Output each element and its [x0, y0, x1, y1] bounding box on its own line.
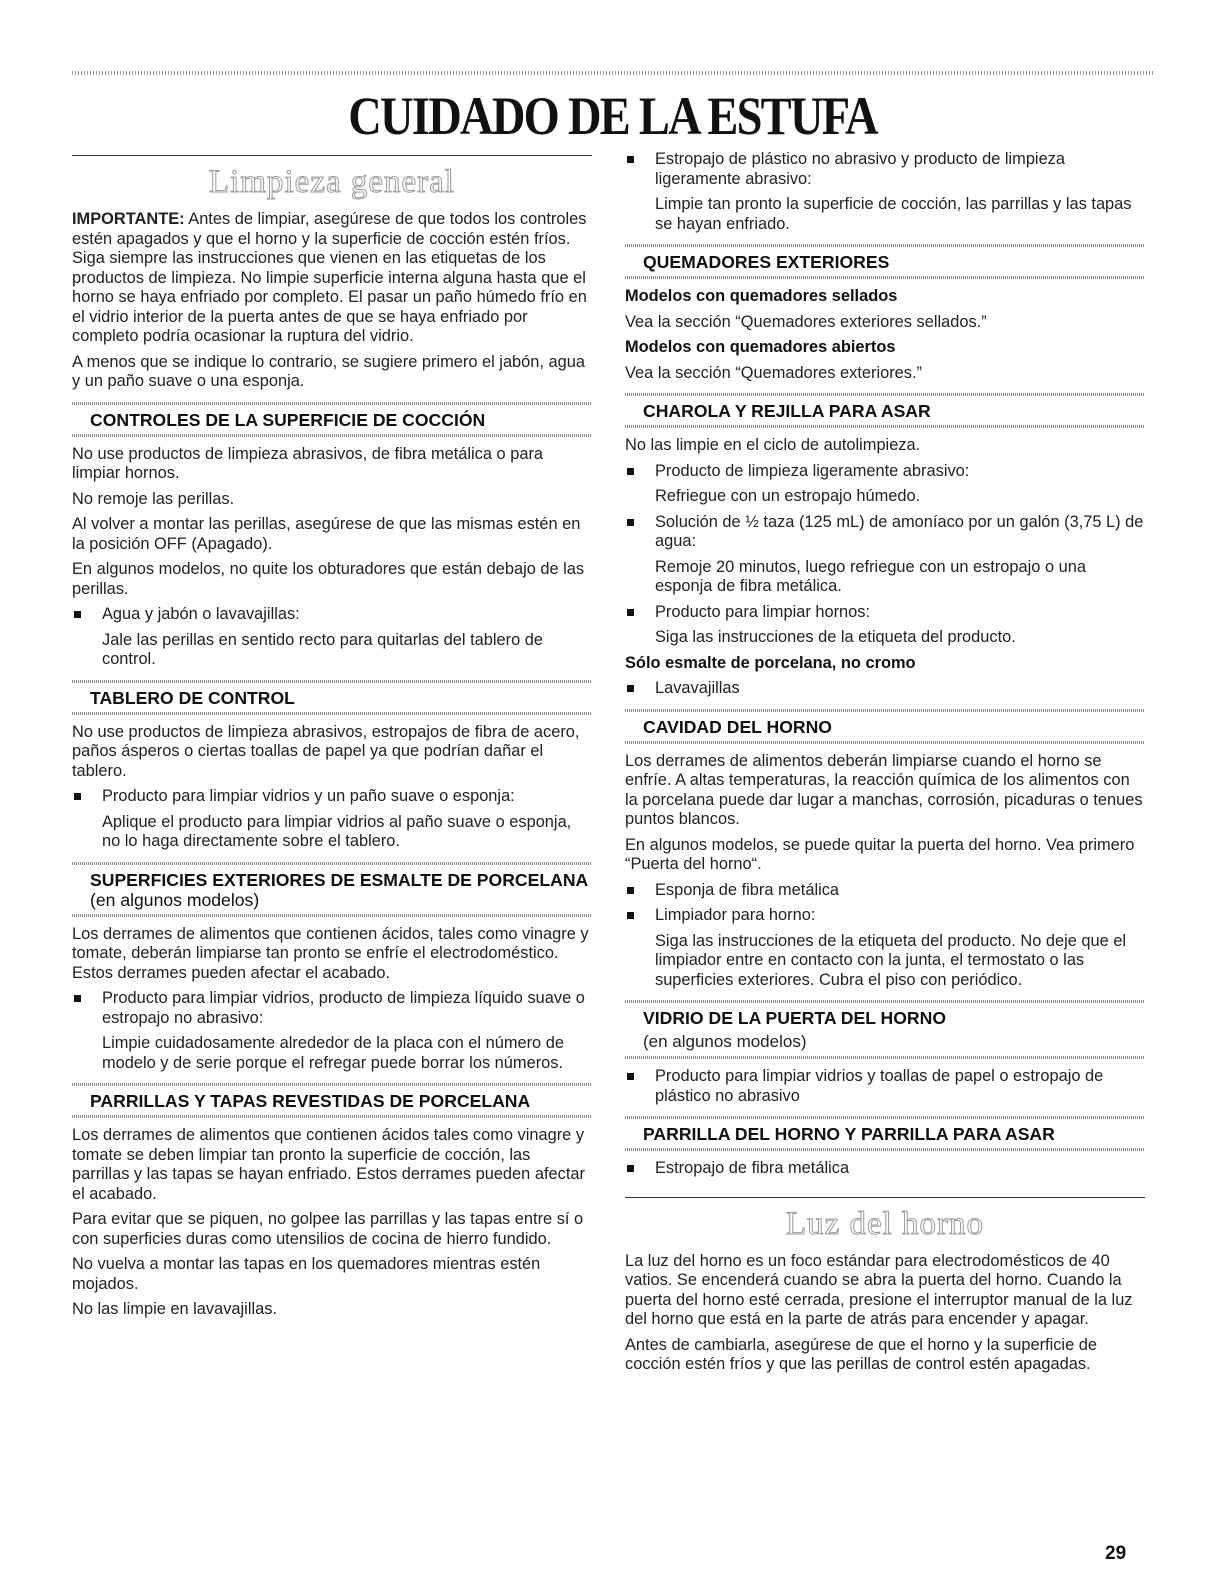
top-divider [72, 71, 1154, 75]
bullet-item: Producto de limpieza ligeramente abrasivo: [625, 462, 1145, 482]
important-label: IMPORTANTE: [72, 210, 185, 228]
bullet-item: Estropajo de fibra metálica [625, 1159, 1145, 1179]
left-column [72, 155, 592, 1326]
paragraph: Los derrames de alimentos deberán limpiarse cuando el horno se enfríe. A altas temperaturas, la reacción química de los alimentos con la porcelana puede dar lugar a manchas, corrosión, picaduras o tenues puntos blancos. [625, 751, 1143, 828]
heading-note: (en algunos modelos) [90, 889, 260, 910]
bullet-item: Limpiador para horno: [625, 906, 1145, 926]
intro-paragraph: A menos que se indique lo contrario, se sugiere primero el jabón, agua y un paño suave o una esponja. [72, 352, 585, 390]
paragraph: En algunos modelos, se puede quitar la puerta del horno. Vea primero “Puerta del horno“. [625, 835, 1135, 873]
bullet-detail: Refriegue con un estropajo húmedo. [655, 487, 921, 505]
model-heading: Modelos con quemadores abiertos [625, 338, 896, 356]
bullet-item: Producto para limpiar vidrios y un paño suave o esponja: [72, 787, 592, 807]
bullet-item: Solución de ½ taza (125 mL) de amoníaco por un galón (3,75 L) de agua: [625, 513, 1145, 552]
subsection-parrillas [72, 1083, 592, 1118]
subsection-charola [625, 393, 1145, 428]
paragraph: Los derrames de alimentos que contienen ácidos, tales como vinagre y tomate, deberán limpiarse tan pronto se enfríe el electrodoméstico. Estos derrames pueden afectar el acabado. [72, 924, 589, 982]
paragraph: En algunos modelos, no quite los obturadores que están debajo de las perillas. [72, 560, 585, 598]
paragraph: No las limpie en lavavajillas. [72, 1300, 277, 1318]
subsection-heading: PARRILLA DEL HORNO Y PARRILLA PARA ASAR [643, 1124, 1055, 1144]
paragraph: No use productos de limpieza abrasivos, de fibra metálica o para limpiar hornos. [72, 444, 544, 482]
page-title: CUIDADO DE LA ESTUFA [348, 86, 877, 146]
paragraph: No vuelva a montar las tapas en los quemadores mientras estén mojados. [72, 1255, 541, 1293]
subsection-parrilla-horno [625, 1116, 1145, 1151]
paragraph: Al volver a montar las perillas, asegúrese de que las mismas estén en la posición OFF (Apagado). [72, 515, 581, 553]
subsection-controles [72, 402, 592, 437]
paragraph: Para evitar que se piquen, no golpee las parrillas y las tapas entre sí o con superficies duras como utensilios de cocina de hierro fundido. [72, 1210, 584, 1248]
subsection-vidrio [625, 1000, 1145, 1059]
subsection-heading: CAVIDAD DEL HORNO [643, 716, 832, 737]
important-text: Antes de limpiar, asegúrese de que todos los controles estén apagados y que el horno y la superficie de cocción estén fríos. Siga siempre las instrucciones que vienen en las etiquetas de los productos de limpieza. No limpie superficie interna alguna hasta que el horno se haya enfriado por completo. El pasar un paño húmedo frío en el vidrio interior de la puerta antes de que se haya enfriado por completo podría ocasionar la ruptura del vidrio. [72, 210, 587, 345]
subsection-superficies [72, 862, 592, 917]
paragraph: No remoje las perillas. [72, 489, 235, 508]
subsection-heading: VIDRIO DE LA PUERTA DEL HORNO [643, 1008, 947, 1028]
right-column [625, 150, 1145, 1381]
subsection-heading [90, 870, 592, 910]
subsection-cavidad [625, 709, 1145, 744]
subsection-heading: QUEMADORES EXTERIORES [643, 252, 890, 272]
bullet-detail: Siga las instrucciones de la etiqueta del producto. No deje que el limpiador entre en contacto con la junta, el termostato o las superficies exteriores. Cubra el piso con periódico. [655, 931, 1127, 989]
bullet-item: Lavavajillas [625, 679, 1145, 699]
section-rule [625, 1197, 1145, 1198]
heading-text: SUPERFICIES EXTERIORES DE ESMALTE DE PORCELANA [90, 869, 589, 890]
subsection-heading: CONTROLES DE LA SUPERFICIE DE COCCIÓN [90, 409, 486, 430]
paragraph: Antes de cambiarla, asegúrese de que el horno y la superficie de cocción estén fríos y que las perillas de control estén apagadas. [625, 1335, 1097, 1373]
section-title-luz-del-horno: Luz del horno [785, 1205, 985, 1242]
section-rule [72, 155, 592, 156]
bullet-detail: Limpie cuidadosamente alrededor de la placa con el número de modelo y de serie porque el refregar puede borrar los números. [102, 1034, 564, 1072]
bullet-detail: Remoje 20 minutos, luego refriegue con un estropajo o una esponja de fibra metálica. [655, 557, 1086, 595]
bullet-detail: Aplique el producto para limpiar vidrios al paño suave o esponja, no lo haga directamente sobre el tablero. [102, 812, 572, 850]
heading-note: (en algunos modelos) [643, 1032, 807, 1051]
subsection-quemadores [625, 244, 1145, 279]
paragraph: Los derrames de alimentos que contienen ácidos tales como vinagre y tomate se deben limpiar tan pronto la superficie de cocción, las parrillas y las tapas se hayan enfriado. Estos derrames pueden afectar el acabado. [72, 1126, 585, 1203]
paragraph: La luz del horno es un foco estándar para electrodomésticos de 40 vatios. Se encenderá cuando se abra la puerta del horno. Cuando la puerta del horno esté cerrada, presione el interruptor manual de la luz del horno que está en la parte de atrás para encender y apagar. [625, 1251, 1133, 1328]
page-number: 29 [1105, 1543, 1127, 1564]
model-heading: Modelos con quemadores sellados [625, 287, 898, 305]
subsection-tablero [72, 680, 592, 715]
bullet-detail: Limpie tan pronto la superficie de cocción, las parrillas y las tapas se hayan enfriado. [655, 195, 1132, 233]
bullet-item: Producto para limpiar vidrios, producto de limpieza líquido suave o estropajo no abrasivo: [72, 989, 592, 1028]
paragraph: Vea la sección “Quemadores exteriores sellados.” [625, 312, 987, 331]
paragraph: No use productos de limpieza abrasivos, estropajos de fibra de acero, paños ásperos o ciertas toallas de papel ya que podrían dañar el tablero. [72, 722, 580, 780]
subsection-heading: CHAROLA Y REJILLA PARA ASAR [643, 401, 931, 421]
bullet-detail: Siga las instrucciones de la etiqueta del producto. [655, 628, 1016, 646]
paragraph: Vea la sección “Quemadores exteriores.” [625, 363, 922, 382]
paragraph: No las limpie en el ciclo de autolimpieza. [625, 436, 921, 454]
important-paragraph [72, 210, 592, 347]
model-heading: Sólo esmalte de porcelana, no cromo [625, 653, 916, 672]
bullet-item: Producto para limpiar vidrios y toallas de papel o estropajo de plástico no abrasivo [625, 1067, 1145, 1106]
subsection-heading: PARRILLAS Y TAPAS REVESTIDAS DE PORCELANA [90, 1091, 531, 1111]
bullet-item: Agua y jabón o lavavajillas: [72, 605, 592, 625]
bullet-item: Producto para limpiar hornos: [625, 603, 1145, 623]
bullet-detail: Jale las perillas en sentido recto para quitarlas del tablero de control. [102, 630, 543, 668]
section-title-limpieza-general: Limpieza general [209, 164, 455, 200]
bullet-item: Esponja de fibra metálica [625, 881, 1145, 901]
subsection-heading: TABLERO DE CONTROL [90, 687, 295, 708]
bullet-item: Estropajo de plástico no abrasivo y producto de limpieza ligeramente abrasivo: [625, 150, 1145, 189]
